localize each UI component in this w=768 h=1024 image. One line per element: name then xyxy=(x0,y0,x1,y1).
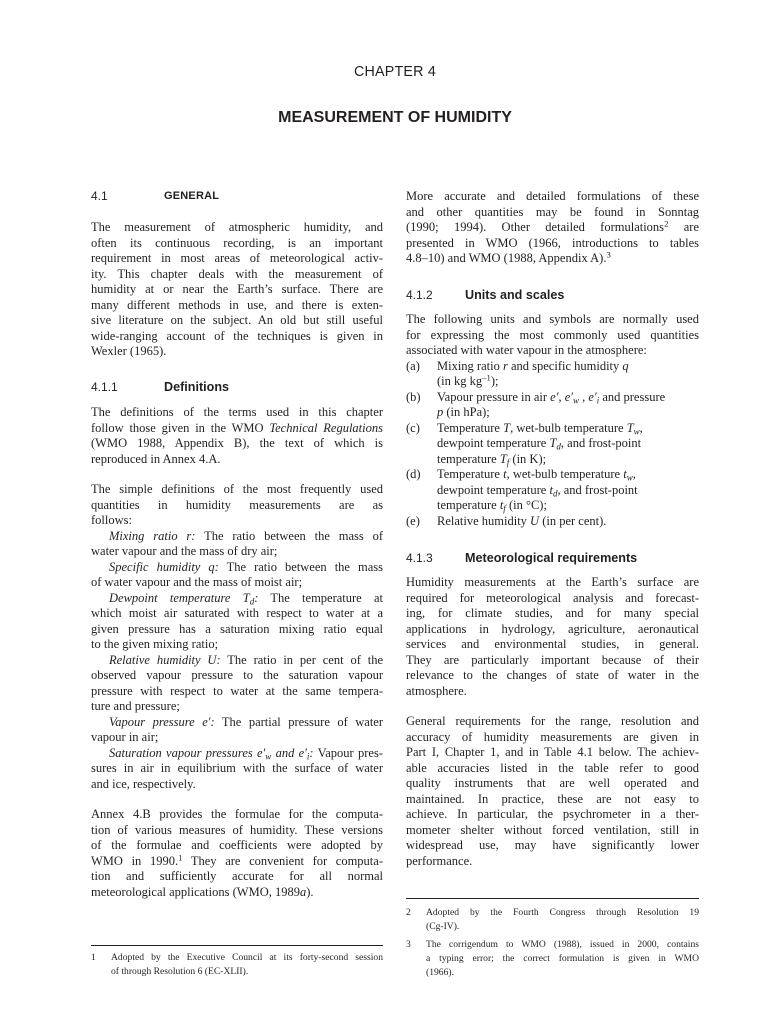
text-line xyxy=(91,529,383,545)
superscript: 2 xyxy=(664,218,669,229)
text-line xyxy=(91,344,383,360)
text-line xyxy=(406,575,699,591)
text-run: water vapour and the mass of dry air; xyxy=(91,544,278,558)
italic-text: Technical Regulations xyxy=(269,420,383,435)
text-run: Vapour pres- xyxy=(313,745,383,760)
text-run: which moist air saturated with respect to water at a xyxy=(91,606,383,620)
footnote-2 xyxy=(406,906,699,934)
text-line xyxy=(91,622,383,638)
text-run: Temperature xyxy=(437,420,504,435)
text-run: many different methods in use, and there is exten- xyxy=(91,297,383,312)
italic-text: t xyxy=(499,498,504,512)
text-run: ); xyxy=(490,374,499,388)
text-line xyxy=(437,405,699,421)
text-run: General requirements for the range, resolution and xyxy=(406,714,699,728)
text-run: for expressing the most commonly used quantities xyxy=(406,327,699,342)
text-run: dewpoint temperature xyxy=(437,482,550,497)
text-line xyxy=(406,668,699,684)
text-run: temperature xyxy=(437,498,500,512)
text-line xyxy=(91,452,383,468)
text-line xyxy=(437,421,699,437)
italic-text: and e′ xyxy=(271,745,307,760)
footnote-number: 2 xyxy=(406,907,411,918)
paragraph-general-requirements xyxy=(406,714,699,869)
italic-text: a xyxy=(299,884,307,899)
section-heading-4-1-1 xyxy=(91,380,383,396)
text-line xyxy=(91,498,383,514)
text-line xyxy=(91,544,383,560)
text-run: atmosphere. xyxy=(406,683,467,698)
text-line xyxy=(406,343,699,359)
text-run: observed vapour pressure to the saturation vapour xyxy=(91,668,383,682)
text-run: (in K); xyxy=(509,451,547,466)
text-run: Temperature xyxy=(437,467,504,481)
text-line xyxy=(406,653,699,669)
paragraph-requirements xyxy=(406,575,699,699)
text-run: meteorological applications (WMO, 1989 xyxy=(91,884,300,899)
text-run: Adopted by the Fourth Congress through Resolution 19 xyxy=(426,907,699,918)
text-line xyxy=(91,869,383,885)
text-run: a typing error; the correct formulation is given in WMO xyxy=(426,953,699,964)
section-number: 4.1.2 xyxy=(406,288,433,302)
text-line xyxy=(426,966,699,980)
text-line xyxy=(91,746,383,762)
text-run: presented in WMO (1966, introductions to tables xyxy=(406,235,699,250)
list-item-d xyxy=(406,467,699,514)
text-run: , xyxy=(558,389,565,404)
text-line xyxy=(437,467,699,483)
text-run: , wet-bulb temperature xyxy=(506,467,624,481)
units-and-symbols xyxy=(406,312,699,529)
text-line xyxy=(91,236,383,252)
list-label: (a) xyxy=(406,358,420,373)
text-line xyxy=(91,730,383,746)
text-run: ing, for climate studies, and for many special xyxy=(406,606,699,620)
chapter-title: MEASUREMENT OF HUMIDITY xyxy=(278,109,512,126)
list-label: (e) xyxy=(406,513,420,528)
text-line xyxy=(91,298,383,314)
italic-text: T xyxy=(503,420,511,435)
footnote-number: 1 xyxy=(91,952,96,963)
text-line xyxy=(91,329,383,345)
text-run: , and frost-point xyxy=(557,482,638,497)
text-run: (Cg-IV). xyxy=(426,921,460,932)
text-line xyxy=(111,965,383,979)
text-run: humidity at or near the Earth’s surface. There are xyxy=(91,282,383,296)
text-run: quantities in humidity measurements are as xyxy=(91,497,383,512)
text-run: Wexler (1965). xyxy=(91,344,167,358)
text-run: (in hPa); xyxy=(443,405,490,419)
italic-text: Mixing ratio r: xyxy=(109,528,196,543)
text-run: The definitions of the terms used in this chapter xyxy=(91,405,383,419)
text-run: widespread use, may have significantly lower xyxy=(406,838,699,852)
text-line xyxy=(406,745,699,761)
text-run: The simple definitions of the most frequently used xyxy=(91,482,383,496)
subscript: d xyxy=(556,441,561,452)
text-run: relevance to the changes of state of water in the xyxy=(406,668,699,682)
italic-text: T xyxy=(626,420,634,435)
section-heading-4-1 xyxy=(91,189,383,205)
text-line xyxy=(406,205,699,221)
subscript: i xyxy=(306,751,310,762)
italic-text: r xyxy=(502,358,508,373)
italic-text: Relative humidity U: xyxy=(109,652,221,667)
list-item-text xyxy=(437,421,699,468)
section-heading-4-1-3 xyxy=(406,551,699,567)
text-line xyxy=(437,374,699,390)
text-run: The following units and symbols are normally used xyxy=(406,312,699,326)
subscript: f xyxy=(503,503,506,514)
text-run: The temperature at xyxy=(258,590,383,605)
italic-text: t xyxy=(549,482,553,497)
italic-text: T xyxy=(549,436,557,450)
list-item-c xyxy=(406,421,699,468)
text-run: ). xyxy=(306,884,314,899)
italic-text: Specific humidity q: xyxy=(109,559,219,574)
text-line xyxy=(111,951,383,965)
italic-text: : xyxy=(309,745,314,760)
text-run: Vapour pressure in air xyxy=(437,389,551,404)
text-run: Relative humidity xyxy=(437,513,531,528)
list-item-text xyxy=(437,467,699,514)
text-line xyxy=(406,189,699,205)
text-run: temperature xyxy=(437,451,500,466)
text-line xyxy=(406,838,699,854)
text-run: sive literature on the subject. An old but still useful xyxy=(91,313,383,327)
text-run: wide-ranging account of the techniques is given in xyxy=(91,328,383,343)
text-run: The partial pressure of water xyxy=(214,714,384,729)
section-number: 4.1.1 xyxy=(91,380,118,394)
text-line xyxy=(406,606,699,622)
text-line xyxy=(91,513,383,529)
superscript: 3 xyxy=(606,249,611,260)
text-line xyxy=(91,807,383,823)
text-run: achieve. In particular, the psychrometer in a ther- xyxy=(406,807,699,821)
text-line xyxy=(406,714,699,730)
text-line xyxy=(406,807,699,823)
text-run: tion of various measures of humidity. These versions xyxy=(91,822,383,837)
paragraph-annex xyxy=(91,807,383,900)
text-run: , wet-bulb temperature xyxy=(510,420,627,435)
list-item-b xyxy=(406,390,699,421)
text-line xyxy=(91,838,383,854)
footnote-3 xyxy=(406,938,699,980)
text-line xyxy=(437,483,699,499)
list-item-text xyxy=(437,514,699,530)
text-run: Mixing ratio xyxy=(437,358,503,373)
text-line xyxy=(91,653,383,669)
italic-text: t xyxy=(623,467,627,481)
italic-text: Dewpoint temperature T xyxy=(109,590,250,605)
text-line xyxy=(437,436,699,452)
text-run: of through Resolution 6 (EC-XLII). xyxy=(111,966,249,977)
text-run: (WMO 1988, Appendix B), the text of which is xyxy=(91,436,383,450)
text-line xyxy=(406,251,699,267)
chapter-label: CHAPTER 4 xyxy=(353,64,437,80)
text-line xyxy=(91,421,383,437)
text-run: (1966). xyxy=(426,967,454,978)
text-run: The ratio between the mass xyxy=(218,559,383,574)
definition-mixing-ratio xyxy=(91,529,383,560)
text-line xyxy=(437,514,699,530)
text-run: The corrigendum to WMO (1988), issued in 2000, contains xyxy=(426,939,699,950)
text-line xyxy=(426,938,699,952)
text-run: Adopted by the Executive Council at its forty-second session xyxy=(111,952,383,963)
definition-vapour-pressure xyxy=(91,715,383,746)
subscript: d xyxy=(552,488,558,499)
text-line xyxy=(91,482,383,498)
section-title: Units and scales xyxy=(465,288,565,302)
text-run: (in °C); xyxy=(505,498,547,512)
text-line xyxy=(91,220,383,236)
text-run: ity. This chapter deals with the measurement of xyxy=(91,266,383,281)
definition-dewpoint-temperature xyxy=(91,591,383,653)
text-run: and other quantities may be found in Sonntag xyxy=(406,204,699,219)
text-run: (1990; 1994). Other detailed formulations xyxy=(406,220,665,234)
text-line xyxy=(91,282,383,298)
text-run: of water vapour and the mass of moist air; xyxy=(91,575,303,589)
subscript: w xyxy=(265,751,272,762)
text-run: ture and pressure; xyxy=(91,699,180,713)
text-run: able accuracies listed in the table refer to good xyxy=(406,760,699,775)
text-line xyxy=(91,436,383,452)
italic-text: e′ xyxy=(588,389,597,404)
subscript: f xyxy=(506,457,510,468)
section-title: Definitions xyxy=(164,380,230,394)
text-run: They are particularly important because of their xyxy=(406,652,699,667)
text-run: The ratio between the mass of xyxy=(195,528,383,543)
text-line xyxy=(437,452,699,468)
text-run: follow those given in the WMO xyxy=(91,420,270,435)
text-line xyxy=(406,220,699,236)
text-run: follows: xyxy=(91,513,132,527)
footnote-number: 3 xyxy=(406,939,411,950)
simple-definitions-intro xyxy=(91,482,383,529)
italic-text: e′ xyxy=(564,389,574,404)
definition-saturation-vapour-pressures xyxy=(91,746,383,793)
section-number: 4.1.3 xyxy=(406,551,433,565)
italic-text: p xyxy=(437,405,444,419)
text-line xyxy=(406,312,699,328)
text-line xyxy=(91,591,383,607)
text-run: , and frost-point xyxy=(560,436,642,450)
section-number: 4.1 xyxy=(91,189,108,203)
footnote-text xyxy=(111,951,383,979)
text-run: (in kg kg xyxy=(437,374,483,388)
text-line xyxy=(91,715,383,731)
italic-text: Saturation vapour pressures e′ xyxy=(109,745,266,760)
list-item-e xyxy=(406,514,699,530)
text-run: tion and sufficiently accurate for all normal xyxy=(91,869,383,883)
text-run: associated with water vapour in the atmosphere: xyxy=(406,343,647,357)
text-run: 4.8–10) and WMO (1988, Appendix A). xyxy=(406,251,607,265)
text-line xyxy=(426,952,699,966)
text-line xyxy=(91,267,383,283)
paragraph-definitions xyxy=(91,405,383,467)
italic-text: t xyxy=(503,467,507,481)
section-title: GENERAL xyxy=(164,190,220,202)
footnote-rule xyxy=(406,898,699,899)
footnote-1 xyxy=(91,951,383,979)
text-run: to the given mixing ratio; xyxy=(91,637,219,651)
text-run: The measurement of atmospheric humidity, and xyxy=(91,220,383,234)
italic-text: q xyxy=(622,358,629,373)
text-line xyxy=(406,854,699,870)
text-run: Part I, Chapter 1, and in Table 4.1 below. The achiev- xyxy=(406,745,699,759)
text-line xyxy=(426,906,699,920)
text-run: services and environmental studies, in general. xyxy=(406,637,699,651)
text-line xyxy=(91,575,383,591)
text-line xyxy=(91,251,383,267)
text-line xyxy=(426,920,699,934)
text-run: often its continuous recording, is an important xyxy=(91,235,383,250)
definition-relative-humidity xyxy=(91,653,383,715)
list-label: (b) xyxy=(406,389,421,404)
text-run: pressure with respect to water at the same tempera- xyxy=(91,683,383,698)
text-run: maintained. In practice, these are not easy to xyxy=(406,791,699,806)
italic-text: Vapour pressure e′: xyxy=(109,714,215,729)
text-line xyxy=(406,328,699,344)
subscript: i xyxy=(596,395,600,406)
subscript: d xyxy=(249,596,255,607)
section-title: Meteorological requirements xyxy=(465,551,638,565)
text-run: (in per cent). xyxy=(539,513,607,528)
text-run: required for meteorological analysis and forecast- xyxy=(406,590,699,605)
text-line xyxy=(91,777,383,793)
simple-definitions xyxy=(91,482,383,792)
text-line xyxy=(406,236,699,252)
italic-text: e′ xyxy=(550,389,559,404)
text-line xyxy=(437,498,699,514)
text-run: of the formulae and coefficients were adopted by xyxy=(91,838,383,852)
text-line xyxy=(91,313,383,329)
text-line xyxy=(91,637,383,653)
superscript: –1 xyxy=(482,372,491,383)
text-line xyxy=(91,823,383,839)
text-run: performance. xyxy=(406,853,473,868)
superscript: 1 xyxy=(178,852,183,863)
footnote-text xyxy=(426,938,699,980)
text-run: mometer shelter without forced ventilation, still in xyxy=(406,822,699,837)
text-run: sures in air in equilibrium with the surface of water xyxy=(91,761,383,775)
text-run: are xyxy=(668,220,700,234)
subscript: w xyxy=(626,472,633,483)
text-line xyxy=(91,684,383,700)
definition-specific-humidity xyxy=(91,560,383,591)
text-run: dewpoint temperature xyxy=(437,436,550,450)
list-item-text xyxy=(437,390,699,421)
text-line xyxy=(91,606,383,622)
list-label: (d) xyxy=(406,467,421,481)
italic-text: T xyxy=(499,451,507,466)
text-line xyxy=(91,699,383,715)
subscript: w xyxy=(633,426,640,437)
text-line xyxy=(91,560,383,576)
text-run: applications in hydrology, agriculture, aeronautical xyxy=(406,621,699,636)
units-intro xyxy=(406,312,699,359)
list-item-text xyxy=(437,359,699,390)
text-run: , xyxy=(639,420,643,435)
text-run: and pressure xyxy=(599,389,666,404)
text-run: They are convenient for computa- xyxy=(182,853,383,868)
italic-text: U xyxy=(530,513,540,528)
text-run: accuracy of humidity measurements are given in xyxy=(406,729,699,744)
text-line xyxy=(437,359,699,375)
text-line xyxy=(406,823,699,839)
list-label: (c) xyxy=(406,420,420,435)
text-line xyxy=(91,761,383,777)
text-run: Annex 4.B provides the formulae for the computa- xyxy=(91,807,383,821)
text-run: The ratio in per cent of the xyxy=(220,652,383,667)
text-line xyxy=(91,668,383,684)
text-line xyxy=(406,776,699,792)
text-run: reproduced in Annex 4.A. xyxy=(91,451,221,466)
text-run: , xyxy=(632,467,636,481)
text-run: and specific humidity xyxy=(507,358,623,373)
text-line xyxy=(406,637,699,653)
text-run: , xyxy=(579,389,589,404)
paragraph-general xyxy=(91,220,383,360)
text-line xyxy=(437,390,699,406)
footnote-rule xyxy=(91,945,383,946)
text-run: and ice, respectively. xyxy=(91,776,196,791)
text-line xyxy=(91,854,383,870)
footnote-text xyxy=(426,906,699,934)
paragraph-formulations xyxy=(406,189,699,267)
subscript: w xyxy=(573,395,580,406)
text-line xyxy=(406,761,699,777)
text-line xyxy=(406,591,699,607)
text-line xyxy=(91,885,383,901)
text-run: More accurate and detailed formulations of these xyxy=(406,189,699,203)
text-line xyxy=(406,730,699,746)
text-run: requirement in most areas of meteorological activ- xyxy=(91,251,383,265)
text-line xyxy=(91,405,383,421)
italic-text: : xyxy=(254,590,259,605)
text-run: given pressure has a saturation mixing ratio equal xyxy=(91,621,383,636)
text-run: WMO in 1990. xyxy=(91,853,179,868)
section-heading-4-1-2 xyxy=(406,288,699,304)
text-run: Humidity measurements at the Earth’s surface are xyxy=(406,575,699,589)
text-run: vapour in air; xyxy=(91,730,159,744)
text-line xyxy=(406,792,699,808)
text-line xyxy=(406,684,699,700)
text-line xyxy=(406,622,699,638)
list-item-a xyxy=(406,359,699,390)
text-run: quality instruments that are well operated and xyxy=(406,776,699,790)
